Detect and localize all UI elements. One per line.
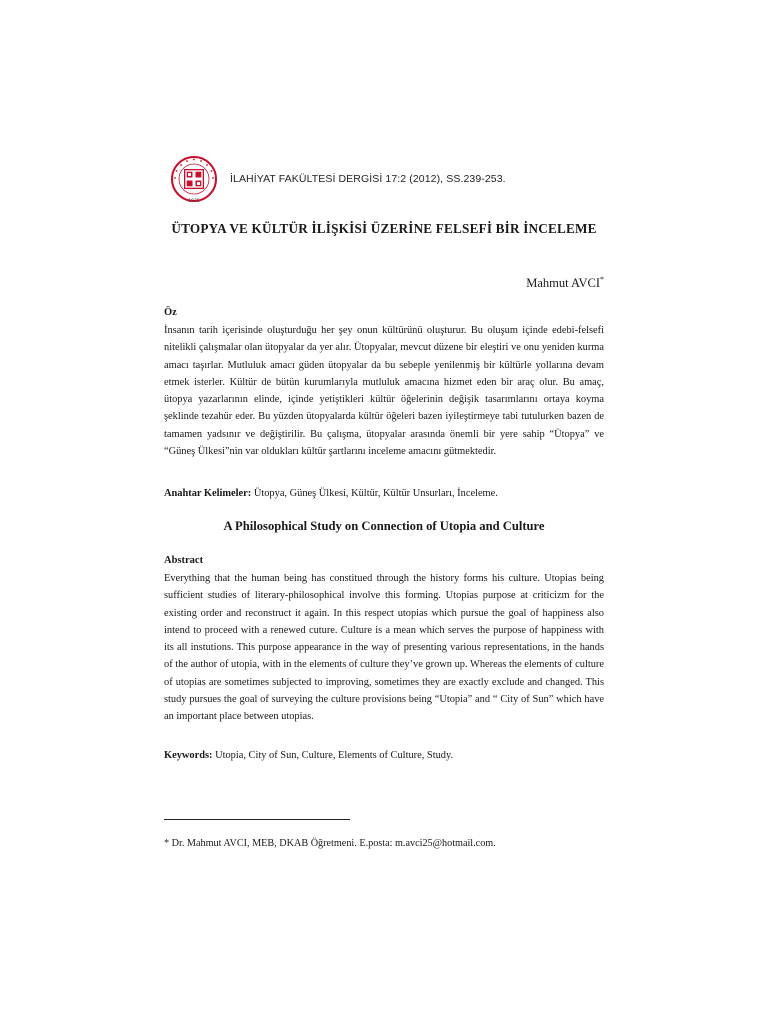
footnote-divider [164,819,350,820]
journal-header [170,153,610,209]
paper-title-english: A Philosophical Study on Connection of Utopia and Culture [223,519,545,533]
footnote-mark: * [164,838,170,849]
keywords-label: Keywords: [164,750,213,761]
keywords [164,748,604,763]
anahtar-kelimeler-label: Anahtar Kelimeler: [164,488,252,499]
anahtar-kelimeler [164,486,604,501]
oz-paragraph: İnsanın tarih içerisinde oluşturduğu her şey onun kültürünü oluşturur. Bu oluşum içinde edebi-felsefi nitelikli çalışmalar olan ütopyalar da yer alır. Ütopyalar, mevcut düzene bir eleştiri ve onu yeniden kurma amacı taşırlar. Mutluluk amacı güden ütopyalar da bu sebeple yenilenmiş bir kültürle yollarına devam etmek isterler. Kültür de bütün kurumlarıyla mutluluk amacına hizmet eden bir araç olur. Bu amaç, ütopya yazarlarının elinde, içinde yetiştikleri kültür öğelerinin değişik tasarımlarını ortaya koyma şeklinde tezahür eder. Bu yüzden ütopyalarda kültür öğeleri bazen iyileştirmeye tabi tutulurken bazen de tamamen yadsınır ve değiştirilir. Bu çalışma, ütopyalar arasında önemli bir yere sahip “Ütopya” ve “Güneş Ülkesi”nin var oldukları kültür şartlarını inceleme amacını gütmektedir. [164,325,604,458]
university-seal-icon [170,155,218,207]
abstract-heading: Abstract [164,555,204,566]
footnote [164,838,496,849]
author-name [526,275,604,291]
author-name-text: Mahmut AVCI [526,276,600,290]
abstract-paragraph: Everything that the human being has constitued through the history forms his culture. Utopias being sufficient studies of literary-philosophical involve this forming. Utopias purpose at criticizm for the existing order and reconstruct it again. In this respect utopias which pursue the goal of happiness also intend to proceed with a renewed cuture. Culture is a mean which serves the purpose of happiness with its all instutions. This purpose appearance in the way of presenting various representations, in the hands of the author of utopia, with in the elements of culture they’ve grown up. Whereas the elements of culture of utopias are sometimes subjected to improving, sometimes they are exactly exclude and changed. This study pursues the goal of surveying the culture provisions being “Utopia” and “ City of Sun” which have an important place between utopias. [164,573,604,723]
paper-title-turkish: ÜTOPYA VE KÜLTÜR İLİŞKİSİ ÜZERİNE FELSEFİ BİR İNCELEME [171,221,597,236]
journal-citation: İLAHİYAT FAKÜLTESİ DERGİSİ 17:2 (2012), SS.239-253. [230,173,506,185]
footnote-text: Dr. Mahmut AVCI, MEB, DKAB Öğretmeni. E.posta: m.avci25@hotmail.com. [169,838,496,849]
seal-year: 1975 [188,199,200,204]
author-footnote-mark: * [600,275,604,284]
anahtar-kelimeler-values: Ütopya, Güneş Ülkesi, Kültür, Kültür Unsurları, İnceleme. [251,488,498,499]
oz-heading: Öz [164,307,177,318]
keywords-values: Utopia, City of Sun, Culture, Elements of Culture, Study. [212,750,454,761]
